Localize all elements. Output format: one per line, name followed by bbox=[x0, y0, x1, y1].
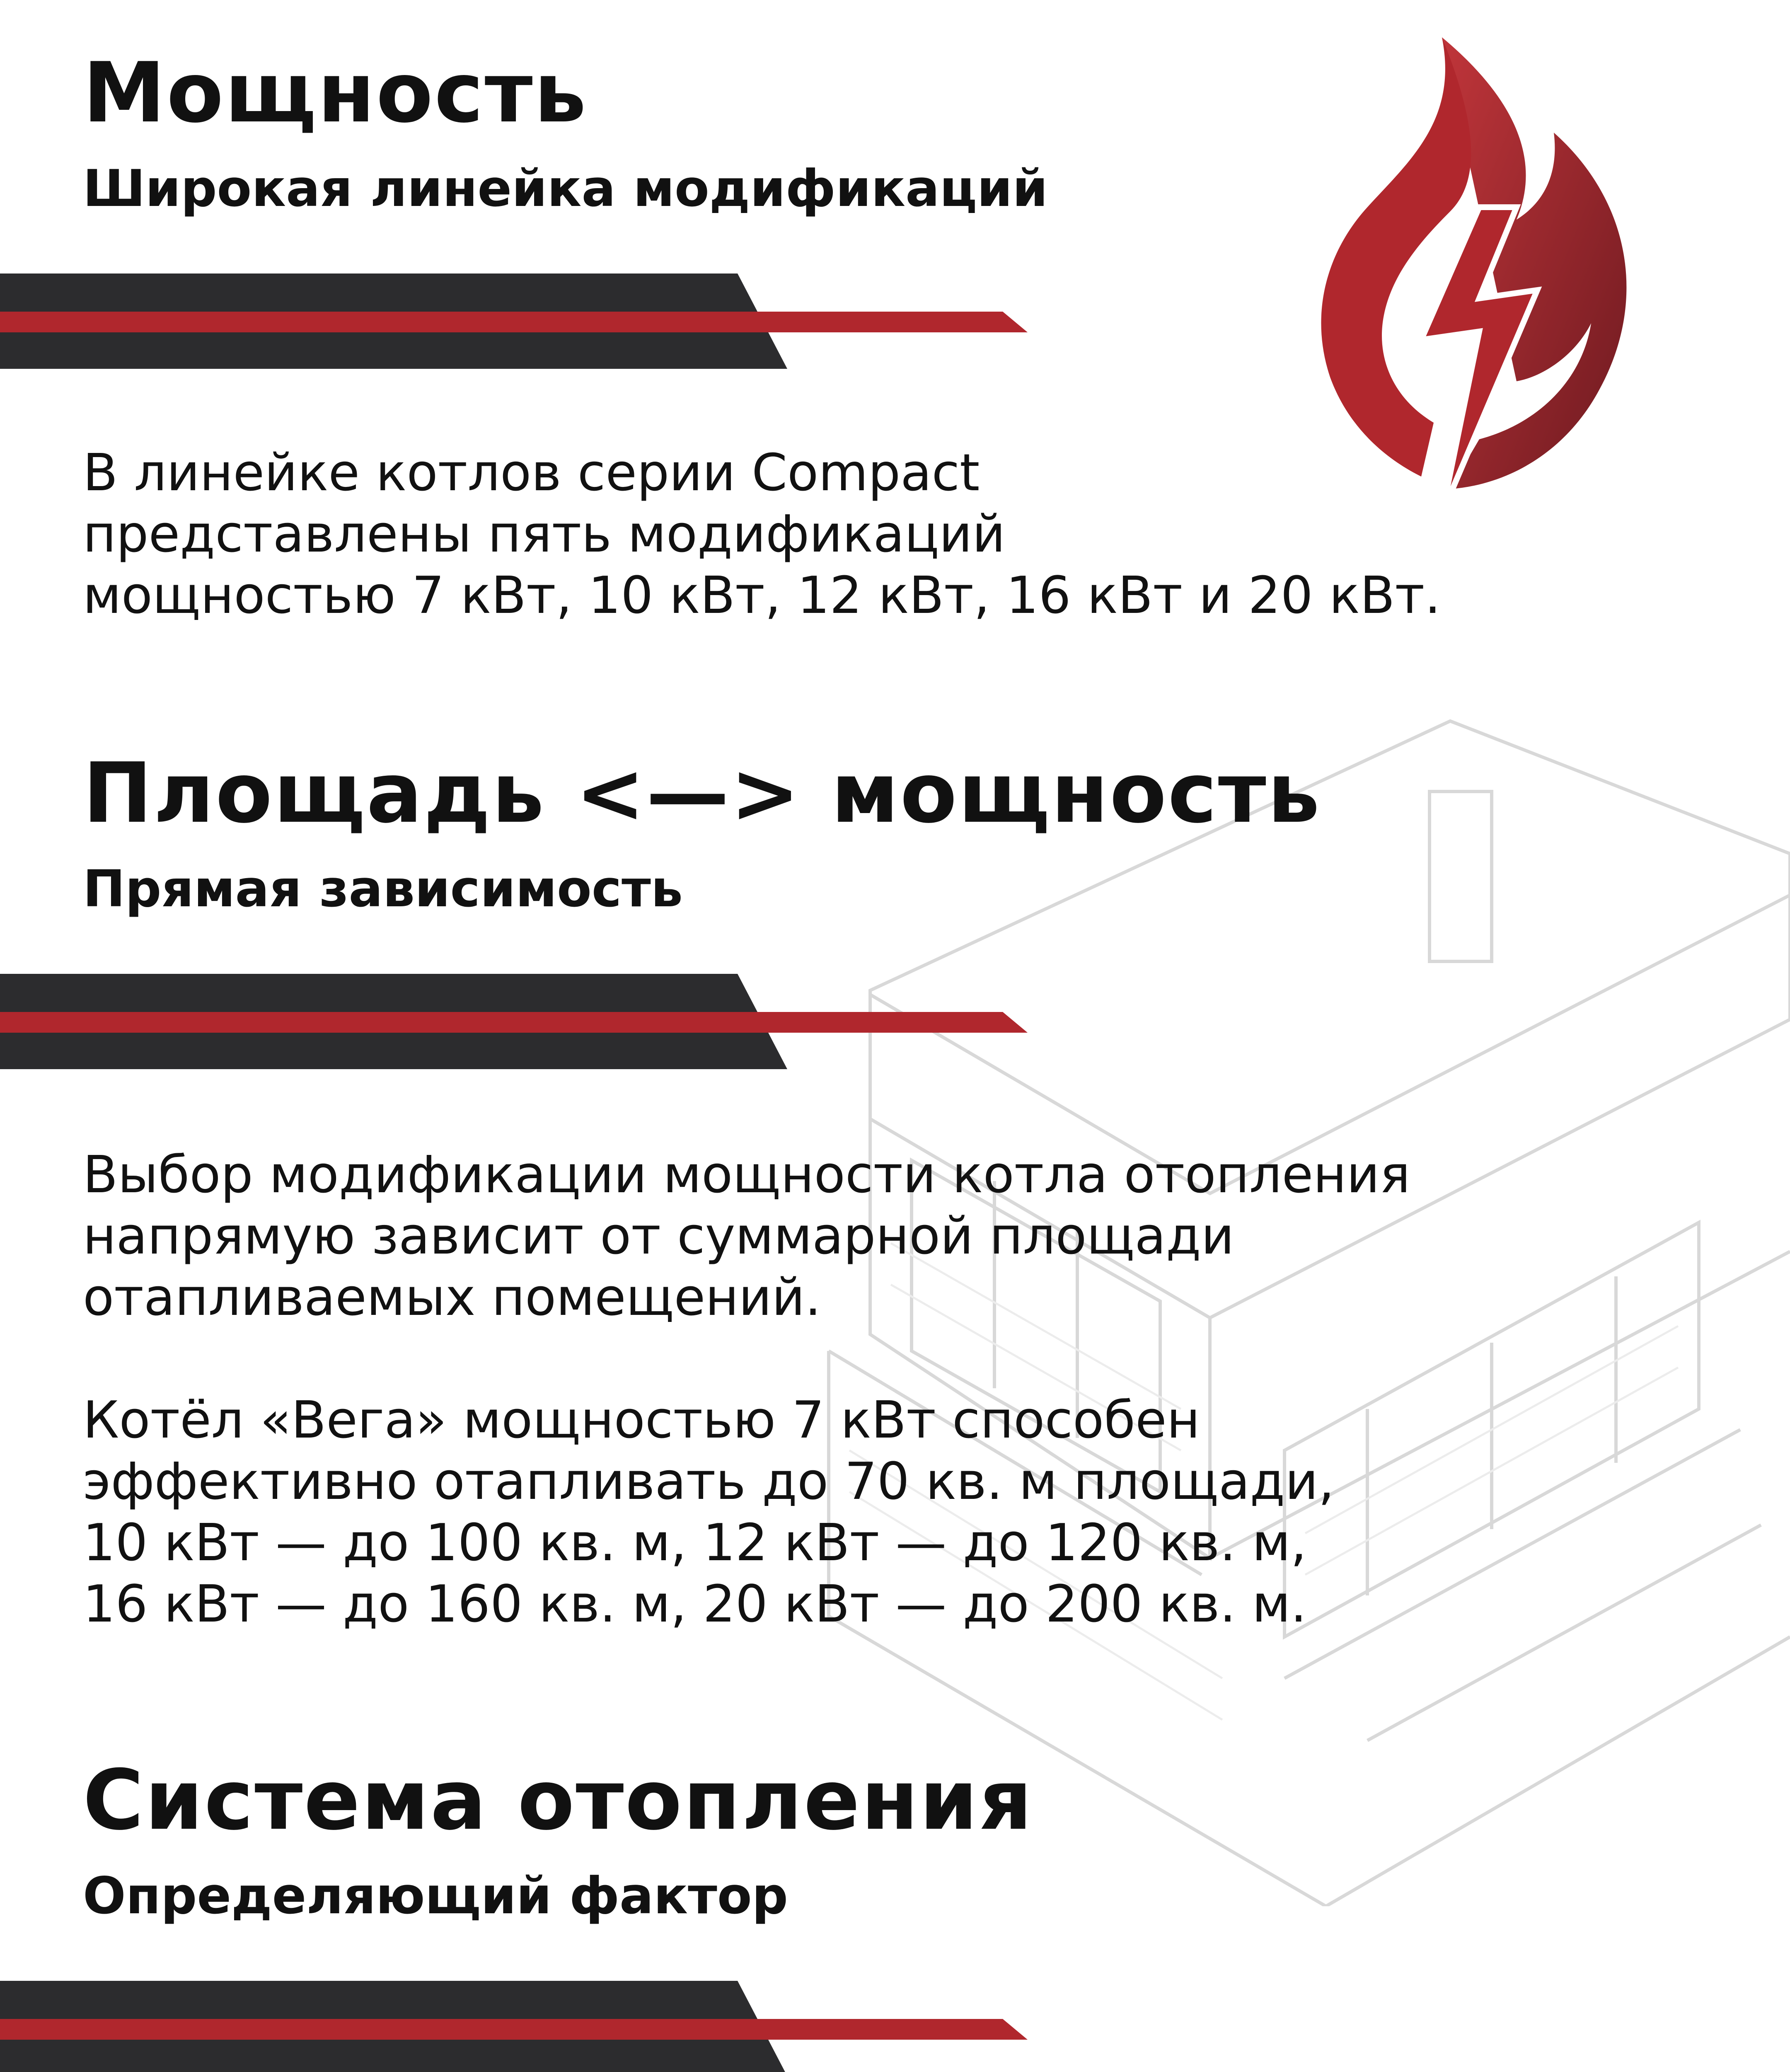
section-2-divider bbox=[0, 974, 1036, 1073]
paragraph-line: 16 кВт — до 160 кв. м, 20 кВт — до 200 кв. м. bbox=[83, 1575, 1307, 1634]
paragraph-line: Котёл «Вега» мощностью 7 кВт способен bbox=[83, 1391, 1200, 1450]
section-1-paragraph bbox=[83, 443, 1441, 627]
paragraph-line: представлены пять модификаций bbox=[83, 505, 1006, 564]
section-1-title: Мощность bbox=[83, 45, 588, 141]
section-3-subtitle: Определяющий фактор bbox=[83, 1866, 788, 1925]
section-1-subtitle: Широкая линейка модификаций bbox=[83, 159, 1048, 218]
paragraph-line: мощностью 7 кВт, 10 кВт, 12 кВт, 16 кВт и 20 кВт. bbox=[83, 566, 1441, 625]
section-3-title: Система отопления bbox=[83, 1752, 1033, 1849]
section-1-divider bbox=[0, 274, 1036, 373]
paragraph-line: отапливаемых помещений. bbox=[83, 1268, 821, 1327]
section-2-paragraph bbox=[83, 1145, 1410, 1635]
paragraph-line bbox=[83, 1329, 1410, 1390]
paragraph-line: 10 кВт — до 100 кв. м, 12 кВт — до 120 кв. м, bbox=[83, 1513, 1307, 1573]
section-2-subtitle: Прямая зависимость bbox=[83, 859, 683, 918]
section-2-title: Площадь <—> мощность bbox=[83, 745, 1321, 842]
flame-bolt-icon bbox=[1284, 25, 1657, 543]
paragraph-line: напрямую зависит от суммарной площади bbox=[83, 1207, 1234, 1266]
paragraph-line: Выбор модификации мощности котла отопления bbox=[83, 1145, 1410, 1205]
paragraph-line: эффективно отапливать до 70 кв. м площади, bbox=[83, 1452, 1335, 1511]
section-3-divider bbox=[0, 1981, 1036, 2072]
paragraph-line: В линейке котлов серии Compact bbox=[83, 443, 980, 503]
